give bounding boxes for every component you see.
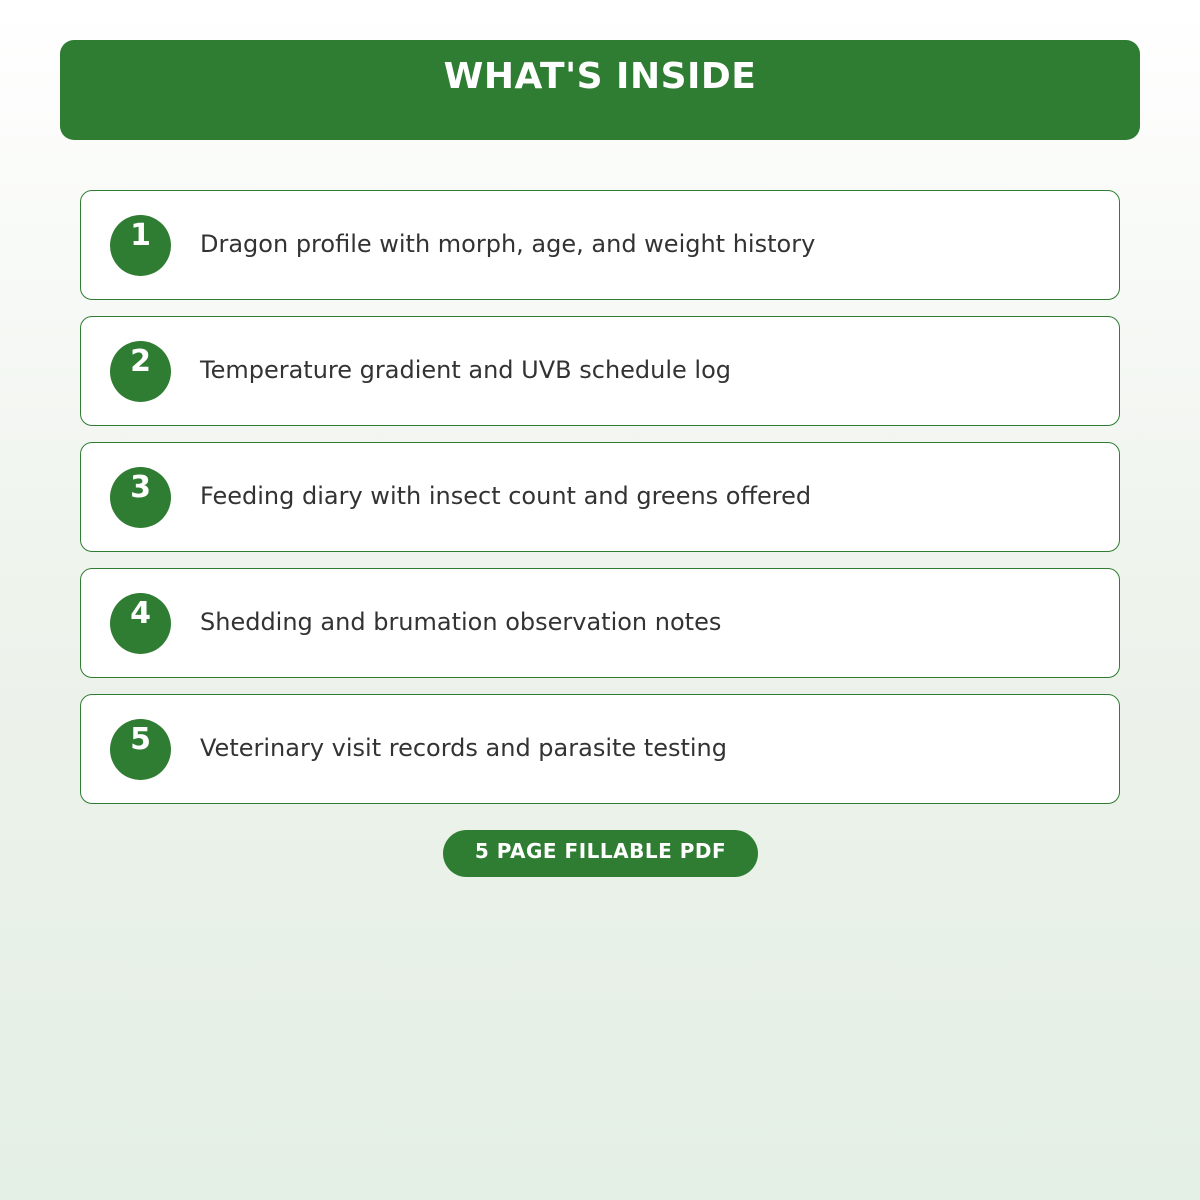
header-banner xyxy=(60,40,1140,140)
number-badge xyxy=(110,593,171,654)
number-badge xyxy=(110,215,171,276)
feature-list xyxy=(80,190,1120,820)
item-text: Shedding and brumation observation notes xyxy=(200,608,722,636)
number-badge xyxy=(110,467,171,528)
item-text: Veterinary visit records and parasite testing xyxy=(200,734,728,762)
list-item xyxy=(80,694,1120,804)
item-number: 2 xyxy=(130,344,151,379)
list-item xyxy=(80,316,1120,426)
item-number: 5 xyxy=(130,722,151,757)
item-number: 4 xyxy=(130,596,151,631)
number-badge xyxy=(110,719,171,780)
item-text: Dragon profile with morph, age, and weight history xyxy=(200,230,816,258)
item-number: 3 xyxy=(130,470,151,505)
format-badge-label: 5 PAGE FILLABLE PDF xyxy=(474,839,727,863)
number-badge xyxy=(110,341,171,402)
page-title: WHAT'S INSIDE xyxy=(443,56,757,97)
item-text: Temperature gradient and UVB schedule log xyxy=(200,356,732,384)
list-item xyxy=(80,442,1120,552)
item-number: 1 xyxy=(130,218,151,253)
list-item xyxy=(80,568,1120,678)
format-badge xyxy=(443,830,758,877)
item-text: Feeding diary with insect count and greens offered xyxy=(200,482,812,510)
list-item xyxy=(80,190,1120,300)
